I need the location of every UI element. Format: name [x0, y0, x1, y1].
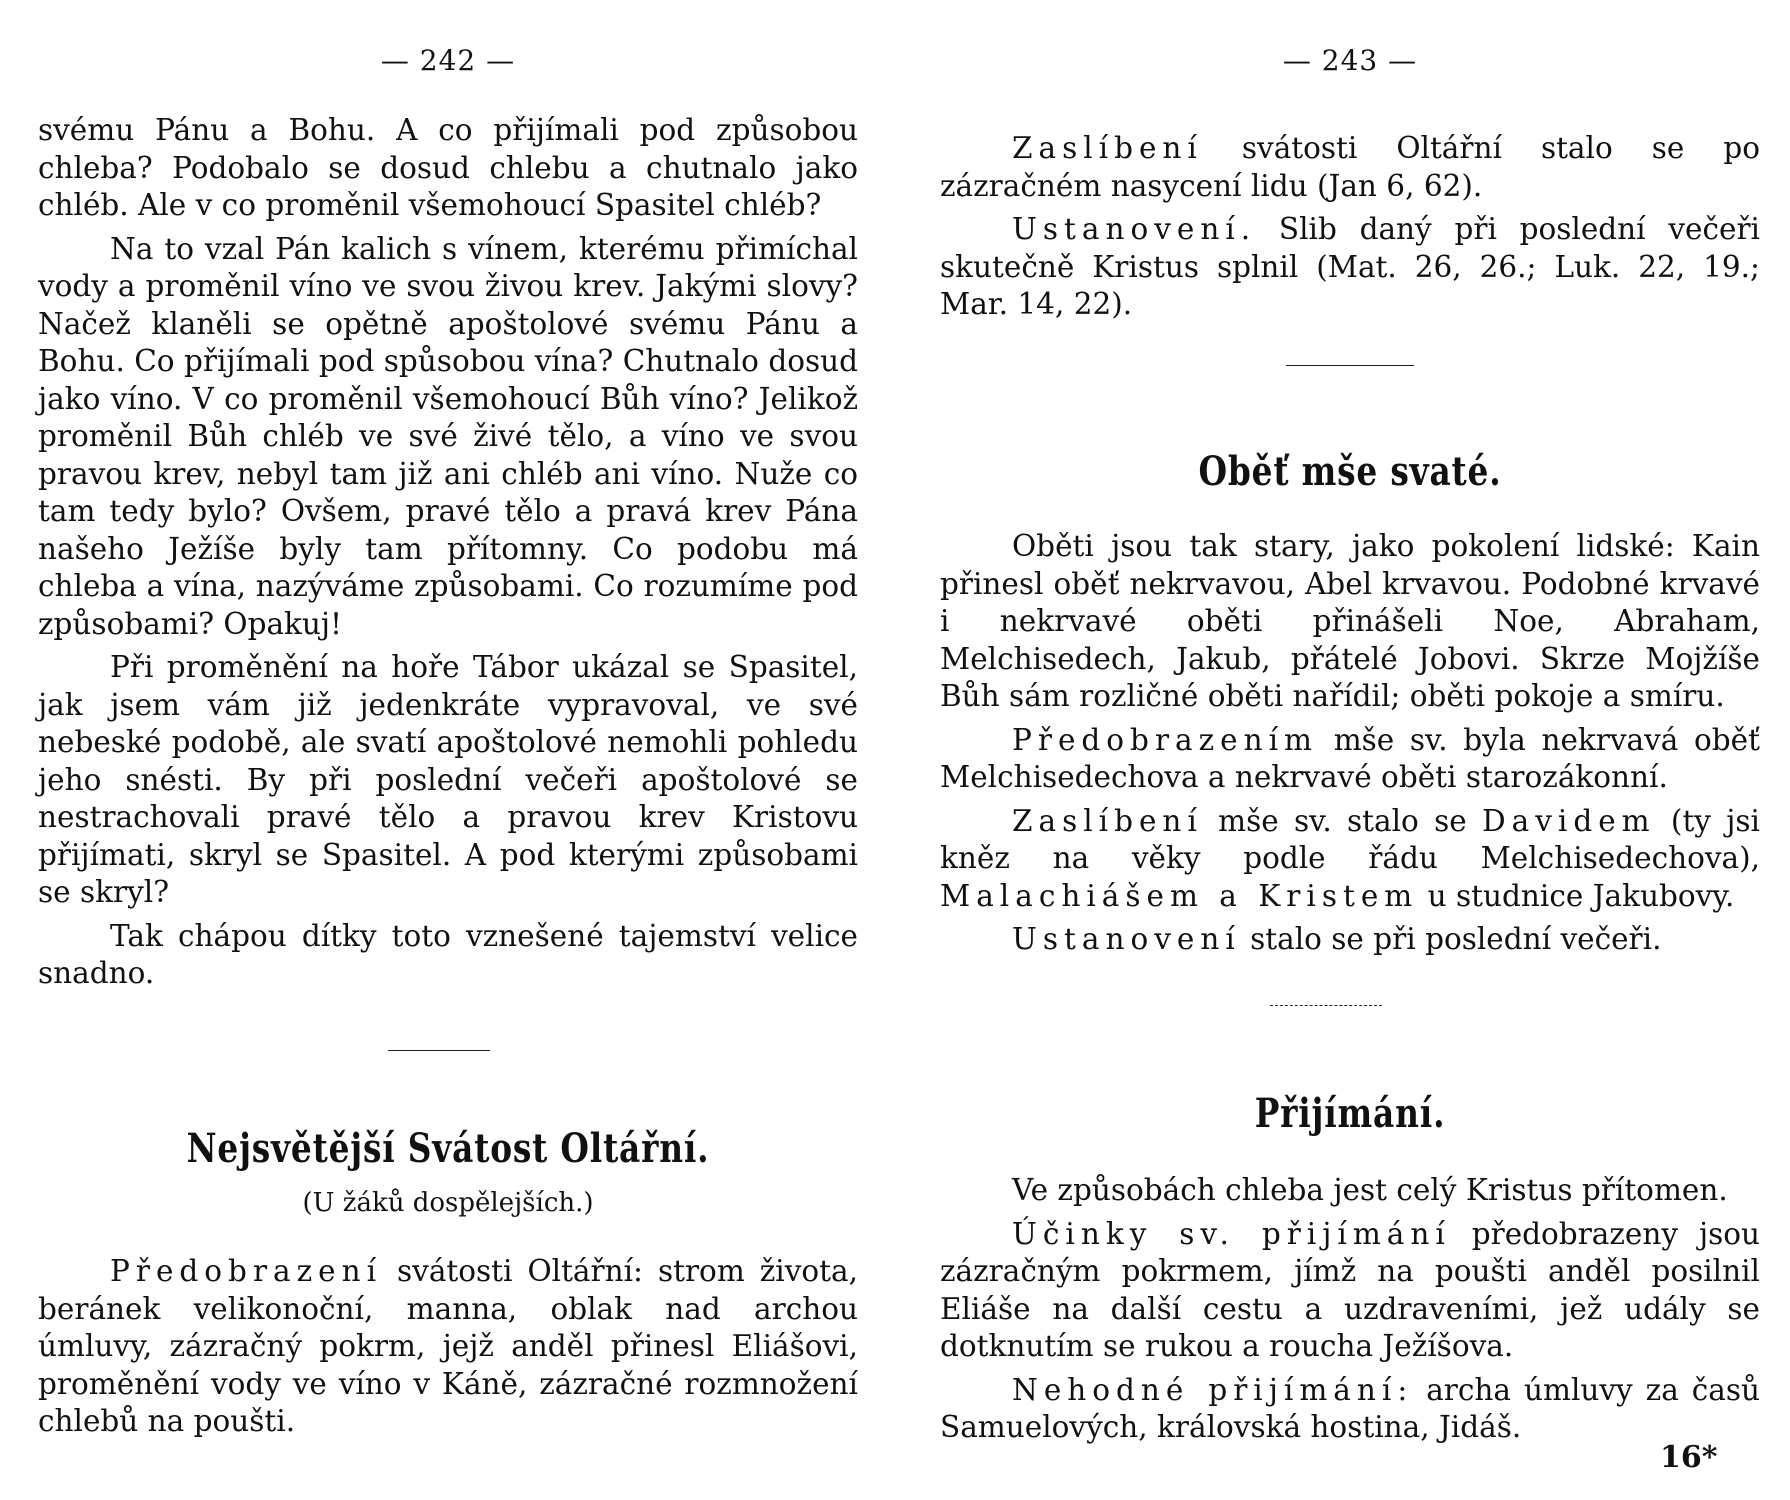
section-divider: [1286, 365, 1414, 366]
paragraph-text: archa úmluvy za časů Samuelových, královská hostina, Jidáš.: [940, 1372, 1760, 1444]
spaced-term: Davidem: [1481, 803, 1656, 838]
section-heading: Oběť mše svaté.: [1198, 448, 1502, 495]
spaced-term: Nehodné přijímání:: [1012, 1372, 1414, 1407]
paragraph: Při proměnění na hoře Tábor ukázal se Spasitel, jak jsem vám již jedenkráte vypravoval, ve své nebeské podobě, ale svatí apoštolové nemohli pohledu jeho snésti. By při poslední večeři apoštolové se nestrachovali pravé tělo a pravou krev Kristovu přijímati, skryl se Spasitel. A pod kterými způsobami se skryl?: [38, 650, 858, 909]
paragraph: [940, 1216, 1760, 1366]
spaced-term: Ustanovení.: [1012, 212, 1257, 246]
page-number-right: — 243 —: [1282, 44, 1418, 77]
spaced-term: Ustanovení: [1012, 922, 1241, 956]
page-number-left: — 242 —: [380, 44, 516, 77]
signature-mark: 16*: [1660, 1440, 1718, 1475]
left-page: [38, 0, 858, 1500]
paragraph: Na to vzal Pán kalich s vínem, kterému přimíchal vody a proměnil víno ve svou živou krev. Jakými slovy? Načež klaněli se opětně apoštolové svému Pánu a Bohu. Co přijímali pod spůsobou vína? Chutnalo dosud jako víno. V co proměnil všemohoucí Bůh víno? Jelikož proměnil Bůh chléb ve své živé tělo, a víno ve svou pravou krev, nebyl tam již ani chléb ani víno. Nuže co tam tedy bylo? Ovšem, pravé tělo a pravá krev Pána našeho Ježíše byly tam přítomny. Co podobu má chleba a vína, nazýváme způsobami. Co rozumíme pod způsobami? Opakuj!: [38, 231, 858, 641]
paragraph-text: stalo se při poslední večeři.: [1240, 922, 1662, 956]
right-page: [940, 0, 1760, 1500]
paragraph: Tak chápou dítky toto vznešené tajemství velice snadno.: [38, 918, 858, 990]
paragraph: [940, 211, 1760, 324]
paragraph-text: svátosti Oltářní: strom života, beránek velikonoční, manna, oblak nad archou úmluvy, zázračný pokrm, jejž anděl přinesl Eliášovi, proměnění vody ve víno v Káně, zázračné rozmnožení chlebů na poušti.: [38, 1254, 858, 1438]
paragraph: [940, 130, 1760, 205]
spaced-term: Předobrazením: [1012, 722, 1319, 757]
left-top-text: [38, 112, 858, 999]
right-top-text: [940, 130, 1760, 330]
spaced-term: Předobrazení: [110, 1254, 383, 1288]
section-divider: [1270, 1005, 1382, 1006]
paragraph-text: (ty jsi kněz na věky podle řádu Melchisedechova),: [940, 803, 1760, 875]
paragraph-text: mše sv. byla nekrvavá oběť Melchisedechova a nekrvavé oběti starozákonní.: [940, 722, 1760, 794]
right-middle-text: [940, 528, 1760, 965]
paragraph-text: mše sv. stalo se: [1202, 803, 1482, 838]
paragraph: [940, 1372, 1760, 1447]
paragraph-text: u studnice Jakubovy.: [1418, 878, 1735, 913]
paragraph: Oběti jsou tak stary, jako pokolení lidské: Kain přinesl oběť nekrvavou, Abel krvavou. Podobné krvavé i nekrvavé oběti přinášeli Noe, Abraham, Melchisedech, Jakub, přátelé Jobovi. Skrze Mojžíše Bůh sám rozličné oběti nařídil; oběti pokoje a smíru.: [940, 529, 1760, 713]
paragraph-text: svátosti Oltářní stalo se po zázračném nasycení lidu (Jan 6, 62).: [940, 131, 1760, 203]
spaced-term: Účinky sv. přijímání: [1012, 1216, 1451, 1251]
paragraph-text: Slib daný při poslední večeři skutečně Kristus splnil (Mat. 26, 26.; Luk. 22, 19.; Mar. 14, 22).: [940, 212, 1760, 321]
section-heading: Přijímání.: [1254, 1090, 1446, 1137]
paragraph: [940, 803, 1760, 916]
section-divider: [388, 1050, 490, 1051]
right-bottom-text: [940, 1172, 1760, 1453]
paragraph: [38, 1253, 858, 1441]
spaced-term: Zaslíbení: [1012, 803, 1203, 838]
spaced-term: Malachiášem a Kristem: [940, 878, 1419, 913]
paragraph: svému Pánu a Bohu. A co přijímali pod způsobou chleba? Podobalo se dosud chlebu a chutnalo jako chléb. Ale v co proměnil všemohoucí Spasitel chléb?: [38, 113, 858, 222]
section-heading: Nejsvětější Svátost Oltářní.: [186, 1125, 710, 1172]
left-bottom-text: [38, 1253, 858, 1447]
paragraph: [940, 722, 1760, 797]
spaced-term: Zaslíbení: [1012, 131, 1203, 165]
paragraph-text: předobrazeny jsou zázračným pokrmem, jímž na poušti anděl posilnil Eliáše na další cestu a uzdraveními, jež udály se dotknutím se rukou a roucha Ježíšova.: [940, 1216, 1760, 1363]
paragraph: Ve způsobách chleba jest celý Kristus přítomen.: [1012, 1173, 1728, 1207]
paragraph: [940, 921, 1760, 959]
section-subheading: (U žáků dospělejších.): [302, 1188, 594, 1218]
